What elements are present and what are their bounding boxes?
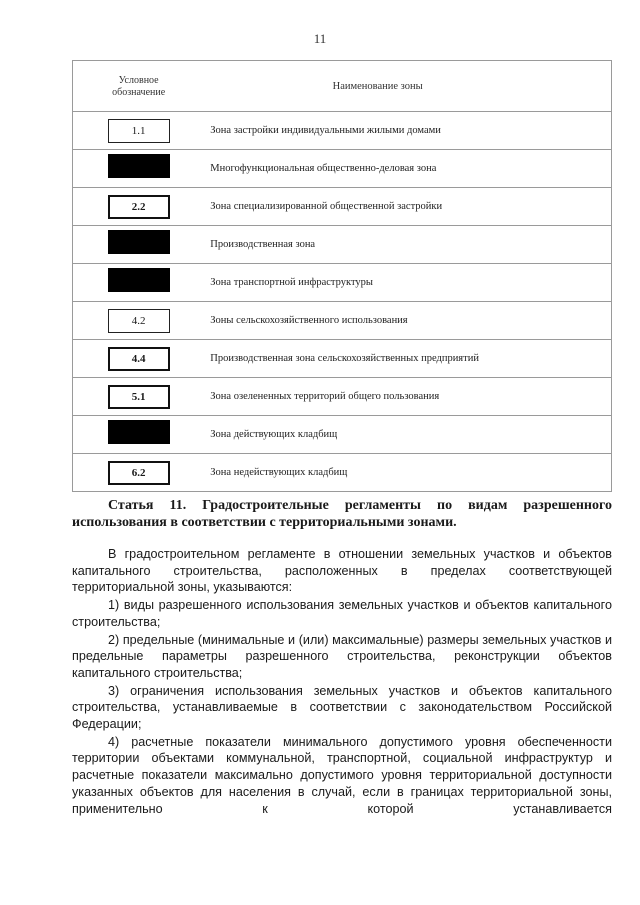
name-cell — [204, 340, 611, 378]
zone-name: Зона застройки индивидуальными жилыми домами — [210, 125, 441, 136]
symbol-cell — [73, 378, 205, 416]
paragraph: 3) ограничения использования земельных участков и объектов капитального строительства, устанавливаемые в соответствии с законодательством Российской Федерации; — [72, 683, 612, 732]
article-body — [72, 546, 612, 818]
table-row — [73, 454, 612, 492]
page-number: 11 — [313, 31, 327, 46]
table-row — [73, 112, 612, 150]
zone-name: Зона транспортной инфраструктуры — [210, 277, 373, 288]
symbol-cell — [73, 112, 205, 150]
zone-symbol: 2.2 — [108, 195, 170, 219]
table-row — [73, 340, 612, 378]
table-row — [73, 416, 612, 454]
symbol-cell — [73, 340, 205, 378]
zone-symbol — [108, 154, 170, 178]
paragraph: 2) предельные (минимальные и (или) максимальные) размеры земельных участков и предельные параметры разрешенного строительства, реконструкции объектов капитального строительства; — [72, 632, 612, 680]
table-header-row — [73, 61, 612, 112]
name-cell — [204, 150, 611, 188]
table-row — [73, 302, 612, 340]
header-symbol-cell — [73, 61, 205, 112]
symbol-cell — [73, 454, 205, 492]
table-row — [73, 378, 612, 416]
table-row — [73, 150, 612, 188]
symbol-cell — [73, 416, 205, 454]
zone-symbol: 4.2 — [108, 309, 170, 333]
paragraph: 4) расчетные показатели минимального допустимого уровня обеспеченности территории объектами коммунальной, транспортной, социальной инфраструктур и расчетные показатели максимально допустимого уровня территориальной доступности указанных объектов для населения в случай, если в границах территориальной зоны, применительно к которой устанавливается — [72, 734, 612, 816]
header-symbol-line: обозначение — [112, 87, 166, 98]
zone-name: Многофункциональная общественно-деловая зона — [210, 163, 437, 174]
zone-symbol — [108, 230, 170, 254]
zone-name: Зона озелененных территорий общего пользования — [210, 391, 440, 402]
header-name: Наименование зоны — [332, 80, 423, 92]
zone-name: Зона недействующих кладбищ — [210, 467, 348, 478]
name-cell — [204, 264, 611, 302]
name-cell — [204, 112, 611, 150]
zone-symbol — [108, 268, 170, 292]
header-name-cell — [204, 61, 611, 112]
symbol-cell — [73, 188, 205, 226]
zone-symbol: 5.1 — [108, 385, 170, 409]
article-title-text: Статья 11. Градостроительные регламенты по видам разрешенного использования в соответствии с территориальными зонами. — [72, 498, 612, 530]
paragraph: 1) виды разрешенного использования земельных участков и объектов капитального строительства; — [72, 598, 612, 629]
zone-name: Производственная зона сельскохозяйственных предприятий — [210, 353, 479, 364]
paragraph: В градостроительном регламенте в отношении земельных участков и объектов капитального строительства, расположенных в пределах соответствующей территориальной зоны, указываются: — [72, 547, 612, 595]
name-cell — [204, 226, 611, 264]
name-cell — [204, 302, 611, 340]
table-row — [73, 188, 612, 226]
name-cell — [204, 454, 611, 492]
symbol-cell — [73, 150, 205, 188]
zone-symbol: 6.2 — [108, 461, 170, 485]
zone-name: Зоны сельскохозяйственного использования — [210, 315, 408, 326]
name-cell — [204, 416, 611, 454]
zone-name: Зона специализированной общественной застройки — [210, 201, 443, 212]
header-symbol — [73, 73, 204, 99]
name-cell — [204, 378, 611, 416]
table-row — [73, 226, 612, 264]
zone-symbol: 1.1 — [108, 119, 170, 143]
zone-legend-table — [72, 60, 612, 492]
symbol-cell — [73, 226, 205, 264]
article-title — [72, 497, 612, 531]
header-symbol-line: Условное — [118, 75, 159, 86]
symbol-cell — [73, 302, 205, 340]
zone-symbol: 4.4 — [108, 347, 170, 371]
zone-symbol — [108, 420, 170, 444]
zone-name: Зона действующих кладбищ — [210, 429, 338, 440]
zone-name: Производственная зона — [210, 239, 316, 250]
table-row — [73, 264, 612, 302]
name-cell — [204, 188, 611, 226]
symbol-cell — [73, 264, 205, 302]
